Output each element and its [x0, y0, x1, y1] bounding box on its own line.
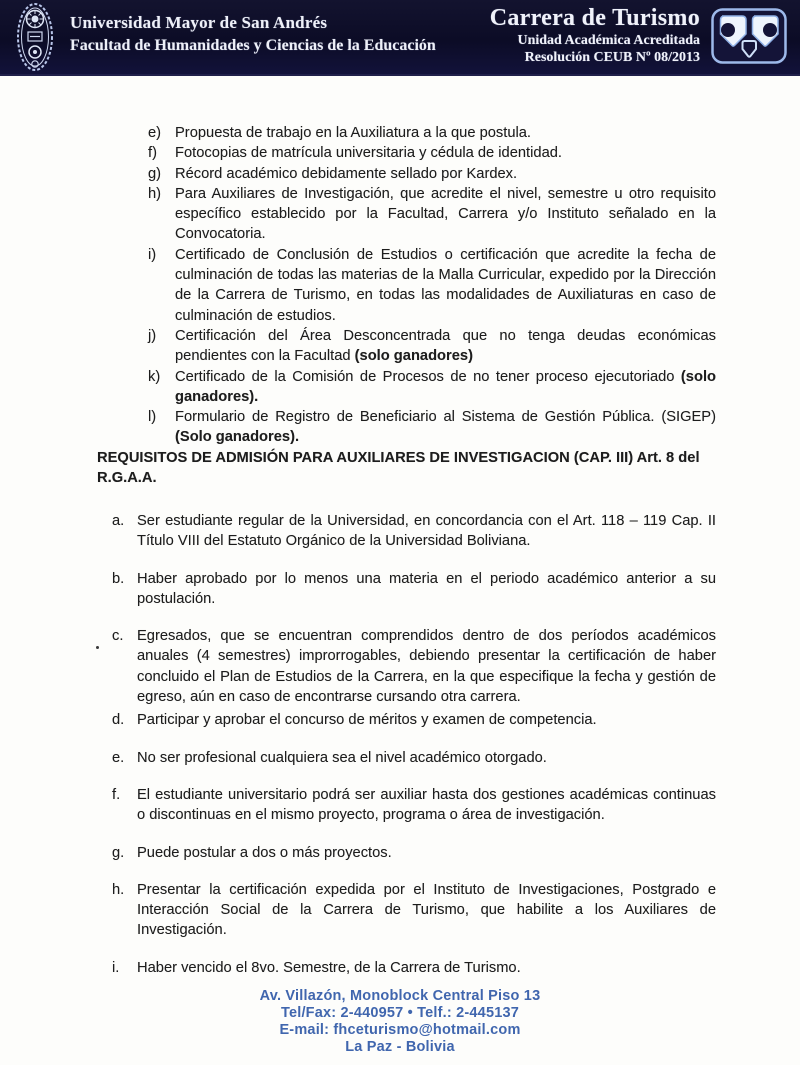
item-letter: h.: [112, 881, 125, 898]
footer-email: E-mail: fhceturismo@hotmail.com: [279, 1022, 521, 1038]
document-requirements-list: [148, 123, 716, 448]
item-letter: f.: [112, 786, 121, 803]
item-letter: b.: [112, 570, 125, 587]
item-text: Certificación del Área Desconcentrada que no tenga deudas económicas pendientes con la Facultad (solo ganadores): [175, 327, 716, 365]
institution-block: [70, 13, 436, 55]
item-text: Propuesta de trabajo en la Auxiliatura a la que postula.: [175, 125, 532, 141]
section-heading: REQUISITOS DE ADMISIÓN PARA AUXILIARES DE INVESTIGACION (CAP. III) Art. 8 del R.G.A.A.: [97, 450, 700, 486]
winners-only-note: (solo ganadores).: [175, 368, 716, 405]
list-item: [112, 958, 716, 978]
item-text: Récord académico debidamente sellado por Kardex.: [175, 165, 518, 182]
turismo-owl-logo-icon: [711, 8, 787, 69]
item-letter: i): [148, 246, 157, 263]
item-letter: a.: [112, 513, 125, 529]
list-item: [112, 511, 716, 552]
item-text: El estudiante universitario podrá ser auxiliar hasta dos gestiones académicas continuas o discontinuas en el mismo proyecto, programa o área de investigación.: [137, 786, 716, 824]
winners-only-note: (solo ganadores): [354, 348, 473, 365]
accreditation-line: Unidad Académica Acreditada: [517, 33, 700, 48]
item-letter: h): [148, 185, 162, 202]
footer-city: La Paz - Bolivia: [345, 1039, 455, 1055]
item-text: Participar y aprobar el concurso de méritos y examen de competencia.: [137, 712, 597, 729]
faculty-name: Facultad de Humanidades y Ciencias de la Educación: [70, 37, 436, 54]
footer-phones: Tel/Fax: 2-440957 • Telf.: 2-445137: [280, 1005, 520, 1021]
item-text: Haber vencido el 8vo. Semestre, de la Carrera de Turismo.: [137, 959, 521, 976]
item-text: Fotocopias de matrícula universitaria y cédula de identidad.: [175, 145, 562, 162]
item-letter: c.: [112, 628, 124, 645]
list-item: [112, 843, 716, 863]
item-text: Egresados, que se encuentran comprendidos dentro de dos períodos académicos anuales (4 semestres) improrrogables, debiendo presentar la certificación de haber concluido el Plan de Estudios de la Carrera, en la que especifique la fecha y gestión de egreso, aún en caso de encontrarse cursando otra carrera.: [137, 628, 716, 706]
item-letter: f): [148, 145, 157, 162]
admission-requirements-list: [112, 511, 716, 995]
footer-address: Av. Villazón, Monoblock Central Piso 13: [259, 988, 541, 1004]
item-letter: g.: [112, 844, 125, 861]
list-item: [112, 626, 716, 707]
item-letter: j): [148, 327, 157, 344]
contact-footer: [0, 988, 800, 1056]
list-item: [112, 710, 716, 730]
scan-artifact-dot: [96, 646, 99, 649]
list-item: [148, 164, 716, 184]
list-item: [112, 880, 716, 941]
item-text: Presentar la certificación expedida por el Instituto de Investigaciones, Postgrado e Interacción Social de la Carrera de Turismo, que habilite a los Auxiliares de Investigación.: [137, 881, 716, 939]
item-text: Formulario de Registro de Beneficiario al Sistema de Gestión Pública. (SIGEP) (Solo ganadores).: [175, 409, 716, 446]
list-item: [148, 143, 716, 163]
item-text: Para Auxiliares de Investigación, que acredite el nivel, semestre u otro requisito específico establecido por la Facultad, Carrera y/o Instituto señalado en la Convocatoria.: [175, 185, 716, 243]
item-text: Certificado de Conclusión de Estudios o certificación que acredite la fecha de culminación de todas las materias de la Malla Curricular, expedido por la Dirección de la Carrera de Turismo, en todas las modalidades de Auxiliaturas en caso de culminación de estudios.: [175, 246, 716, 324]
list-item: [112, 569, 716, 610]
list-item: [112, 748, 716, 768]
item-letter: e): [148, 125, 162, 141]
item-text: Haber aprobado por lo menos una materia en el periodo académico anterior a su postulación.: [137, 570, 716, 607]
item-letter: g): [148, 165, 162, 182]
list-item: [148, 123, 716, 143]
item-letter: l): [148, 409, 157, 426]
list-item: [148, 326, 716, 367]
university-name: Universidad Mayor de San Andrés: [70, 13, 328, 32]
list-item: [148, 407, 716, 448]
item-letter: e.: [112, 749, 125, 766]
list-item: [112, 785, 716, 826]
career-block: [490, 5, 700, 66]
item-letter: d.: [112, 712, 125, 729]
item-text: No ser profesional cualquiera sea el nivel académico otorgado.: [137, 749, 547, 766]
career-title: Carrera de Turismo: [489, 5, 700, 31]
university-seal-icon: [16, 2, 54, 77]
item-text: Certificado de la Comisión de Procesos de no tener proceso ejecutoriado (solo ganadores).: [175, 368, 716, 405]
letterhead-header: [0, 0, 800, 76]
item-letter: i.: [112, 959, 120, 976]
list-item: [148, 367, 716, 408]
list-item: [148, 245, 716, 326]
list-item: [148, 184, 716, 245]
resolution-line: Resolución CEUB Nº 08/2013: [524, 50, 700, 65]
winners-only-note: (Solo ganadores).: [175, 429, 300, 446]
item-text: Ser estudiante regular de la Universidad, en concordancia con el Art. 118 – 119 Cap. II Título VIII del Estatuto Orgánico de la Universidad Boliviana.: [137, 513, 716, 550]
item-text: Puede postular a dos o más proyectos.: [137, 844, 392, 861]
item-letter: k): [148, 368, 161, 385]
